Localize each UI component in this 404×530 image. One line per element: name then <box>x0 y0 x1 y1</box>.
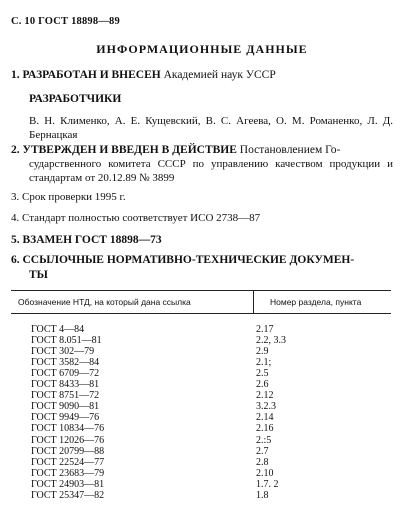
row-document-code: ГОСТ 9949—76 <box>31 412 100 424</box>
row-document-code: ГОСТ 6709—72 <box>31 368 100 380</box>
row-section-ref: 2.7 <box>256 445 269 457</box>
row-document-code: ГОСТ 8751—72 <box>31 390 100 402</box>
row-section-ref: 3.2.3 <box>256 401 276 413</box>
developers-label: РАЗРАБОТЧИКИ <box>29 93 122 105</box>
table-header-designation: Обозначение НТД, на который дана ссылка <box>18 297 191 307</box>
row-section-ref: 2.2, 3.3 <box>256 335 286 347</box>
row-section-ref: 2.17 <box>256 324 274 335</box>
table-header-rule <box>11 313 391 314</box>
row-section-ref: 2.1; <box>256 357 272 369</box>
row-document-code: ГОСТ 20799—88 <box>31 445 105 457</box>
section-6-heading: ССЫЛОЧНЫЕ НОРМАТИВНО-ТЕХНИЧЕСКИЕ ДОКУМЕН- <box>22 254 355 266</box>
row-document-code: ГОСТ 10834—76 <box>31 423 105 435</box>
row-section-ref: 2.10 <box>256 467 274 479</box>
row-section-ref: 2.9 <box>256 346 269 358</box>
section-6 <box>11 253 354 267</box>
row-document-code: ГОСТ 24903—81 <box>31 478 105 490</box>
document-title: ИНФОРМАЦИОННЫЕ ДАННЫЕ <box>96 42 308 56</box>
section-2-line1: Постановлением Го- <box>239 144 341 156</box>
row-document-code: ГОСТ 12026—76 <box>31 434 105 446</box>
section-6-heading-cont: ТЫ <box>29 269 48 281</box>
row-document-code: ГОСТ 3582—84 <box>31 357 100 369</box>
row-document-code: ГОСТ 8.051—81 <box>31 335 102 347</box>
section-3: 3. Срок проверки 1995 г. <box>11 191 126 203</box>
section-1-number: 1. <box>11 69 20 81</box>
row-section-ref: 2.5 <box>256 368 269 380</box>
row-section-ref: 1.8 <box>256 489 269 501</box>
table-row <box>0 490 404 502</box>
row-section-ref: 1.7. 2 <box>256 478 279 490</box>
row-section-ref: 2.:5 <box>256 434 272 446</box>
row-document-code: ГОСТ 302—79 <box>31 346 95 358</box>
section-4: 4. Стандарт полностью соответствует ИСО 2738—87 <box>11 212 261 224</box>
row-document-code: ГОСТ 9090—81 <box>31 401 100 413</box>
section-2-number: 2. <box>11 144 20 156</box>
row-document-code: ГОСТ 4—84 <box>31 324 85 335</box>
section-1 <box>11 68 276 82</box>
section-5-heading: ВЗАМЕН ГОСТ 18898—73 <box>22 234 162 246</box>
row-document-code: ГОСТ 8433—81 <box>31 379 100 391</box>
section-2-text: сударственного комитета СССР по управлению качеством продукции и стандартам от 20.12.89 № 3899 <box>29 158 393 184</box>
section-1-heading: РАЗРАБОТАН И ВНЕСЕН <box>22 69 161 81</box>
page-header: С. 10 ГОСТ 18898—89 <box>11 16 120 27</box>
table-top-rule <box>11 290 391 291</box>
table-header-section: Номер раздела, пункта <box>270 297 362 307</box>
row-section-ref: 2.12 <box>256 390 274 402</box>
developers-list: В. Н. Клименко, А. Е. Кущевский, В. С. Агеева, О. М. Романенко, Л. Д. Бернацкая <box>29 115 393 141</box>
row-document-code: ГОСТ 25347—82 <box>31 489 105 501</box>
row-section-ref: 2.14 <box>256 412 274 424</box>
row-document-code: ГОСТ 22524—77 <box>31 456 105 468</box>
section-2 <box>11 143 340 157</box>
section-5-number: 5. <box>11 234 20 246</box>
table-column-divider <box>253 291 254 313</box>
section-2-heading: УТВЕРЖДЕН И ВВЕДЕН В ДЕЙСТВИЕ <box>22 144 237 156</box>
section-1-text: Академией наук УССР <box>163 69 276 81</box>
row-section-ref: 2.6 <box>256 379 269 391</box>
section-6-number: 6. <box>11 254 20 266</box>
row-section-ref: 2.16 <box>256 423 274 435</box>
section-5 <box>11 233 162 247</box>
row-document-code: ГОСТ 23683—79 <box>31 467 105 479</box>
row-section-ref: 2.8 <box>256 456 269 468</box>
